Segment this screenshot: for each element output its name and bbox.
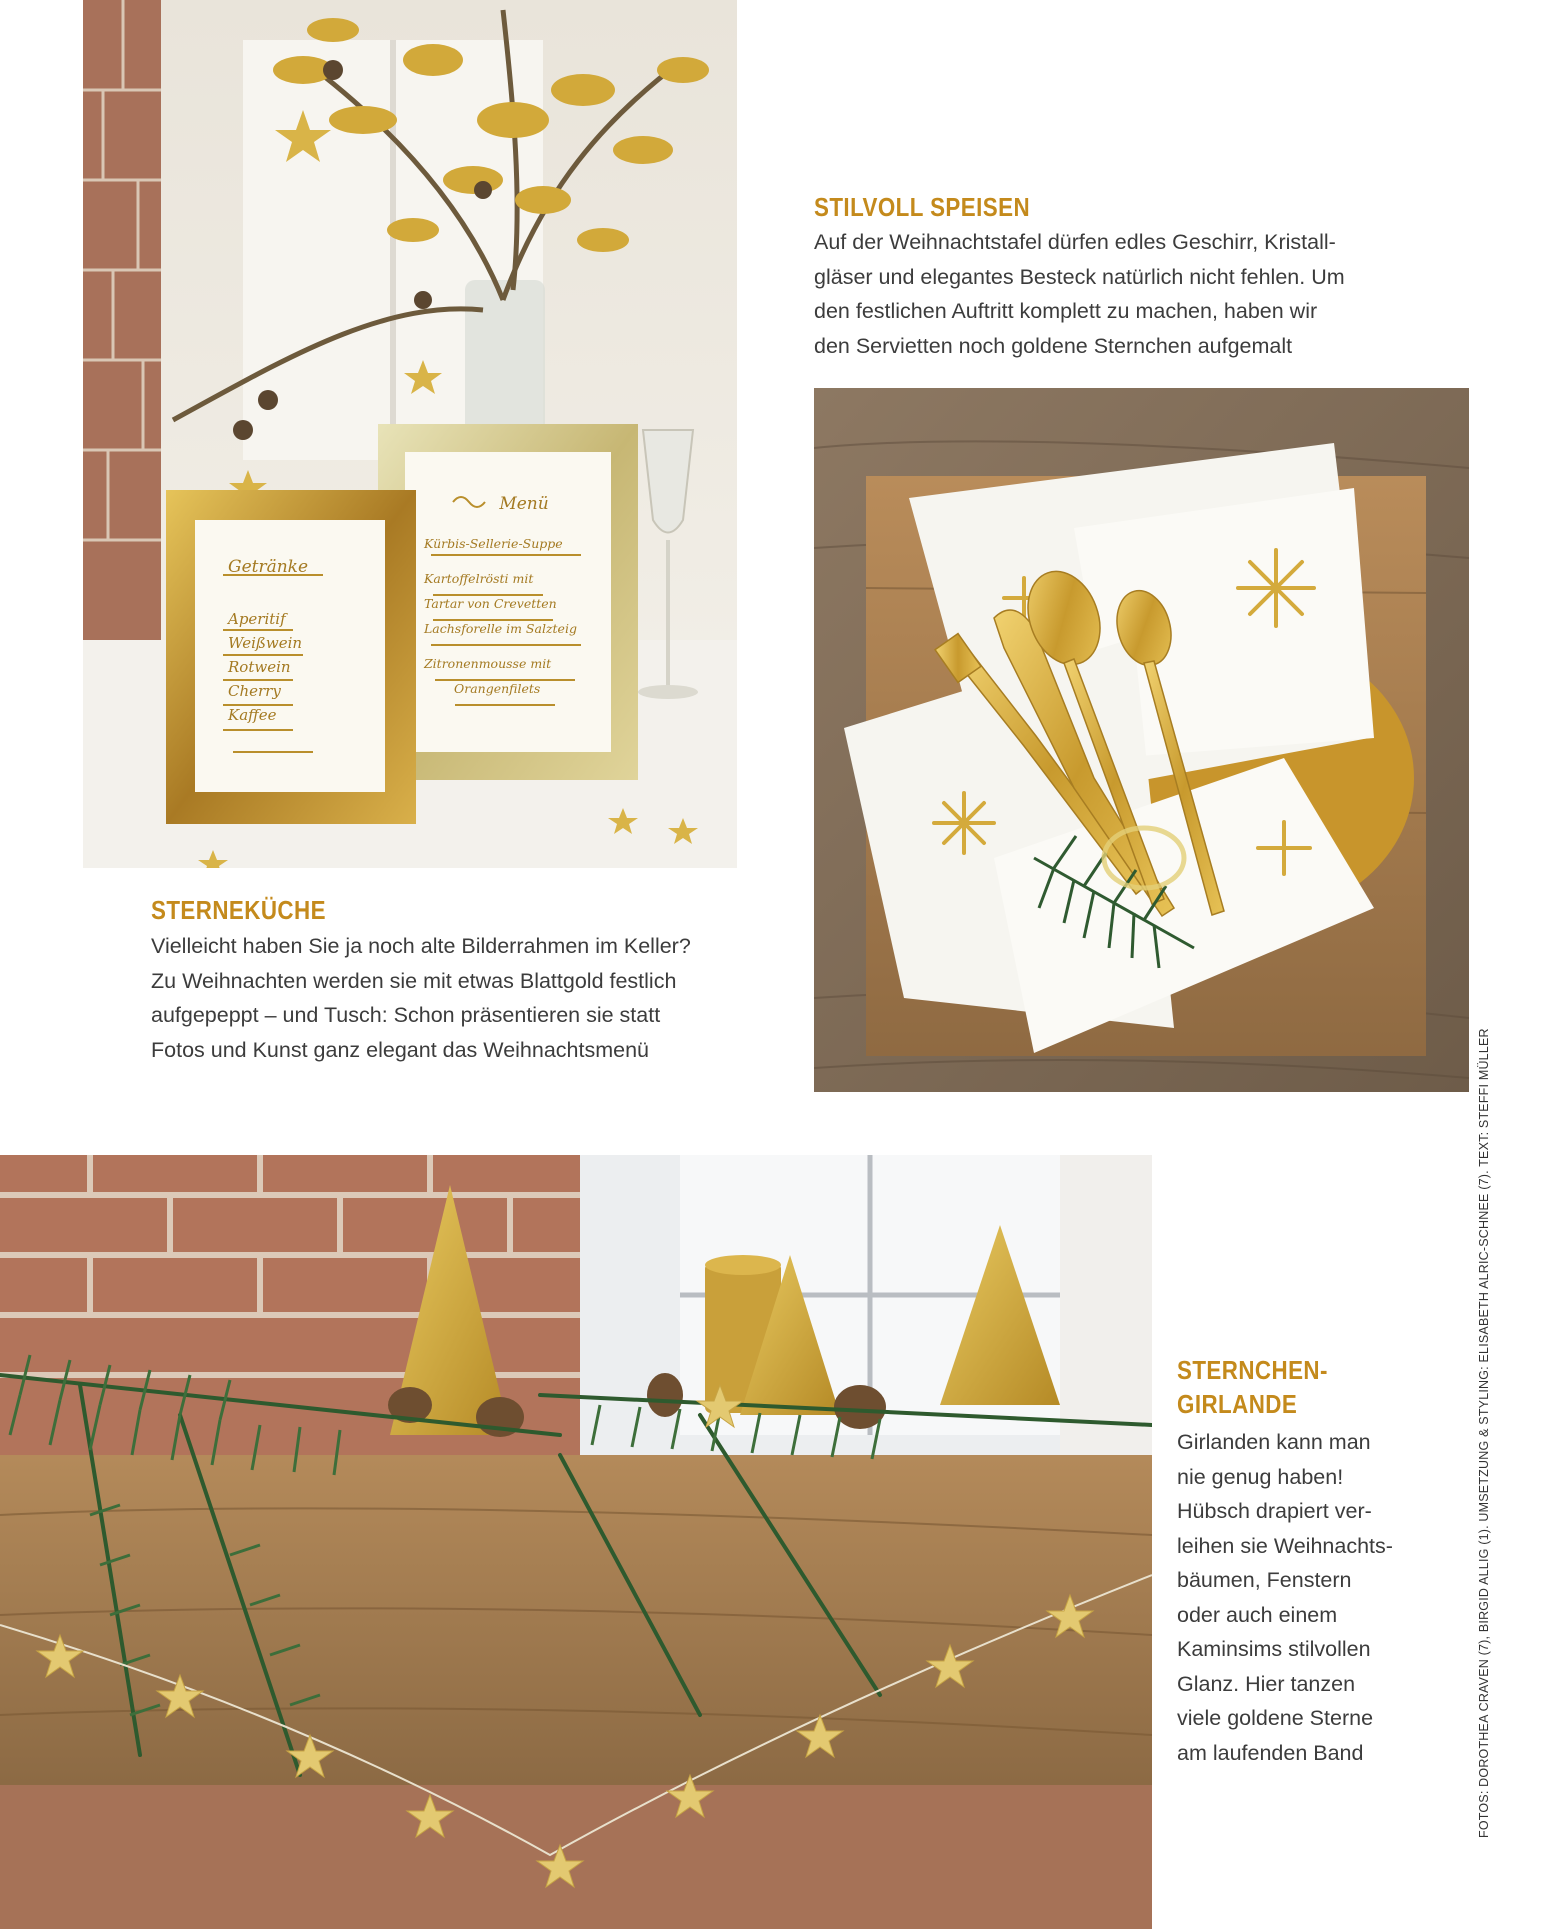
text-line: Girlanden kann man [1177, 1430, 1371, 1454]
text-line: oder auch einem [1177, 1602, 1338, 1627]
menu-item: Tartar von Crevetten [424, 596, 557, 611]
stilvoll-speisen-text [814, 225, 1345, 363]
menu-item: Zitronenmousse mit [424, 656, 552, 671]
sternchen-girlande-text [1177, 1425, 1393, 1770]
heading-line: GIRLANDE [1177, 1389, 1298, 1419]
drinks-item: Aperitif [228, 610, 286, 628]
text-line: Kaminsims stilvollen [1177, 1637, 1371, 1661]
drinks-item: Kaffee [228, 706, 277, 724]
text-line: Vielleicht haben Sie ja noch alte Bilderrahmen im Keller? [151, 934, 691, 958]
text-line: Zu Weihnachten werden sie mit etwas Blattgold festlich [151, 968, 677, 993]
text-line: den Servietten noch goldene Sternchen aufgemalt [814, 333, 1293, 358]
sternchen-girlande-heading [1177, 1353, 1328, 1421]
text-line: Fotos und Kunst ganz elegant das Weihnachtsmenü [151, 1037, 650, 1062]
menu-item: Lachsforelle im Salzteig [424, 621, 577, 636]
sterne-kueche-heading: STERNEKÜCHE [151, 895, 326, 925]
text-line: Hübsch drapiert ver- [1177, 1499, 1372, 1523]
menu-item: Kürbis-Sellerie-Suppe [424, 536, 563, 551]
text-line: leihen sie Weihnachts- [1177, 1533, 1393, 1558]
menu-card-text [424, 492, 624, 701]
sterne-kueche-text [151, 929, 691, 1067]
text-line: bäumen, Fenstern [1177, 1568, 1352, 1592]
frames-menu-photo [83, 0, 737, 868]
stilvoll-speisen-heading: STILVOLL SPEISEN [814, 192, 1031, 222]
drinks-card-title: Getränke [228, 557, 309, 577]
text-line: gläser und elegantes Besteck natürlich nicht fehlen. Um [814, 264, 1345, 289]
text-line: nie genug haben! [1177, 1464, 1344, 1489]
heading-line: STERNCHEN- [1177, 1355, 1328, 1385]
cutlery-napkins-photo [814, 388, 1469, 1092]
drinks-item: Cherry [228, 682, 281, 700]
text-line: am laufenden Band [1177, 1740, 1364, 1765]
text-line: den festlichen Auftritt komplett zu machen, haben wir [814, 299, 1318, 323]
menu-item: Orangenfilets [454, 681, 541, 696]
text-line: Glanz. Hier tanzen [1177, 1671, 1356, 1696]
drinks-item: Rotwein [228, 658, 291, 676]
drinks-card-text [228, 555, 378, 727]
menu-item: Kartoffelrösti mit [424, 571, 534, 586]
text-line: Auf der Weihnachtstafel dürfen edles Geschirr, Kristall- [814, 230, 1336, 254]
text-line: viele goldene Sterne [1177, 1706, 1374, 1730]
garland-mantel-photo [0, 1155, 1152, 1929]
photo-credit: FOTOS: DOROTHEA CRAVEN (7), BIRGID ALLIG (1). UMSETZUNG & STYLING: ELISABETH ALRIC-SCHNEE (7). TEXT: STEFFI MÜLLER [1477, 1028, 1491, 1838]
drinks-item: Weißwein [228, 634, 303, 652]
menu-card-title: Menü [499, 494, 549, 514]
text-line: aufgepeppt – und Tusch: Schon präsentieren sie statt [151, 1003, 661, 1027]
